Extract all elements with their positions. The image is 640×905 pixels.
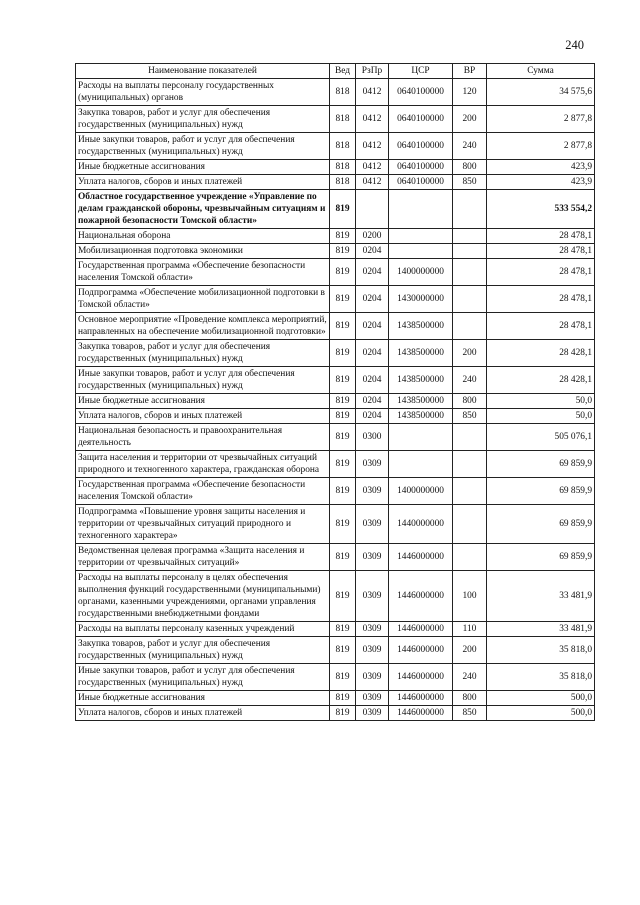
cell-csr: 1446000000 — [389, 622, 453, 637]
cell-vr: 240 — [453, 367, 487, 394]
cell-ved: 819 — [330, 340, 356, 367]
cell-ved: 818 — [330, 106, 356, 133]
header-name: Наименование показателей — [76, 64, 330, 79]
cell-vr — [453, 244, 487, 259]
cell-csr: 1446000000 — [389, 691, 453, 706]
cell-vr: 800 — [453, 160, 487, 175]
cell-vr: 110 — [453, 622, 487, 637]
cell-csr: 1430000000 — [389, 286, 453, 313]
cell-ved: 819 — [330, 394, 356, 409]
table-row — [76, 664, 595, 691]
cell-sum: 35 818,0 — [487, 637, 595, 664]
cell-rzpr: 0309 — [356, 571, 389, 622]
header-vr: ВР — [453, 64, 487, 79]
cell-vr: 240 — [453, 664, 487, 691]
cell-rzpr: 0204 — [356, 259, 389, 286]
cell-csr: 0640100000 — [389, 133, 453, 160]
cell-sum: 28 428,1 — [487, 367, 595, 394]
cell-vr: 100 — [453, 571, 487, 622]
cell-ved: 819 — [330, 571, 356, 622]
cell-sum: 533 554,2 — [487, 190, 595, 229]
cell-name: Подпрограмма «Повышение уровня защиты населения и территории от чрезвычайных ситуаций природного и техногенного характера» — [76, 505, 330, 544]
cell-rzpr: 0309 — [356, 691, 389, 706]
cell-csr: 1400000000 — [389, 259, 453, 286]
cell-name: Областное государственное учреждение «Управление по делам гражданской обороны, чрезвычайным ситуациям и пожарной безопасности Томской области» — [76, 190, 330, 229]
table-row — [76, 424, 595, 451]
cell-rzpr: 0204 — [356, 367, 389, 394]
header-ved: Вед — [330, 64, 356, 79]
cell-csr: 1446000000 — [389, 637, 453, 664]
cell-name: Уплата налогов, сборов и иных платежей — [76, 706, 330, 721]
table-header-row — [76, 64, 595, 79]
cell-sum: 50,0 — [487, 409, 595, 424]
cell-sum: 50,0 — [487, 394, 595, 409]
table-row — [76, 637, 595, 664]
cell-sum: 2 877,8 — [487, 133, 595, 160]
table-row — [76, 478, 595, 505]
cell-sum: 28 428,1 — [487, 340, 595, 367]
cell-name: Национальная оборона — [76, 229, 330, 244]
cell-sum: 33 481,9 — [487, 622, 595, 637]
cell-sum: 28 478,1 — [487, 313, 595, 340]
cell-vr: 200 — [453, 106, 487, 133]
cell-sum: 423,9 — [487, 175, 595, 190]
cell-ved: 818 — [330, 79, 356, 106]
cell-sum: 28 478,1 — [487, 259, 595, 286]
cell-name: Расходы на выплаты персоналу государственных (муниципальных) органов — [76, 79, 330, 106]
cell-csr — [389, 451, 453, 478]
header-rzpr: РзПр — [356, 64, 389, 79]
cell-ved: 819 — [330, 622, 356, 637]
table-row — [76, 79, 595, 106]
cell-vr — [453, 190, 487, 229]
cell-name: Уплата налогов, сборов и иных платежей — [76, 409, 330, 424]
cell-vr: 800 — [453, 691, 487, 706]
cell-sum: 500,0 — [487, 691, 595, 706]
cell-csr: 1438500000 — [389, 394, 453, 409]
cell-name: Подпрограмма «Обеспечение мобилизационной подготовки в Томской области» — [76, 286, 330, 313]
table-row — [76, 106, 595, 133]
cell-ved: 819 — [330, 706, 356, 721]
cell-ved: 819 — [330, 691, 356, 706]
cell-rzpr: 0309 — [356, 451, 389, 478]
cell-csr: 0640100000 — [389, 160, 453, 175]
cell-ved: 819 — [330, 244, 356, 259]
cell-name: Государственная программа «Обеспечение безопасности населения Томской области» — [76, 478, 330, 505]
cell-sum: 69 859,9 — [487, 451, 595, 478]
cell-csr — [389, 229, 453, 244]
table-row — [76, 244, 595, 259]
cell-csr: 1440000000 — [389, 505, 453, 544]
cell-rzpr: 0204 — [356, 244, 389, 259]
cell-ved: 819 — [330, 367, 356, 394]
cell-ved: 818 — [330, 175, 356, 190]
cell-rzpr: 0204 — [356, 394, 389, 409]
cell-ved: 819 — [330, 451, 356, 478]
table-row — [76, 160, 595, 175]
table-row — [76, 175, 595, 190]
cell-vr — [453, 229, 487, 244]
cell-name: Иные бюджетные ассигнования — [76, 691, 330, 706]
cell-rzpr: 0412 — [356, 175, 389, 190]
table-row — [76, 691, 595, 706]
cell-csr: 1400000000 — [389, 478, 453, 505]
cell-name: Иные закупки товаров, работ и услуг для обеспечения государственных (муниципальных) нужд — [76, 664, 330, 691]
cell-rzpr: 0309 — [356, 706, 389, 721]
cell-ved: 819 — [330, 229, 356, 244]
cell-ved: 819 — [330, 313, 356, 340]
cell-csr: 1446000000 — [389, 544, 453, 571]
cell-csr: 0640100000 — [389, 79, 453, 106]
cell-sum: 28 478,1 — [487, 229, 595, 244]
table-row — [76, 409, 595, 424]
cell-csr — [389, 190, 453, 229]
cell-sum: 69 859,9 — [487, 544, 595, 571]
table-row — [76, 394, 595, 409]
cell-rzpr: 0204 — [356, 313, 389, 340]
cell-vr: 850 — [453, 175, 487, 190]
cell-sum: 28 478,1 — [487, 286, 595, 313]
cell-sum: 505 076,1 — [487, 424, 595, 451]
cell-sum: 33 481,9 — [487, 571, 595, 622]
table-row — [76, 544, 595, 571]
cell-csr: 1446000000 — [389, 571, 453, 622]
cell-rzpr: 0309 — [356, 664, 389, 691]
cell-name: Иные закупки товаров, работ и услуг для обеспечения государственных (муниципальных) нужд — [76, 133, 330, 160]
cell-ved: 819 — [330, 544, 356, 571]
table-row — [76, 706, 595, 721]
cell-rzpr: 0412 — [356, 160, 389, 175]
cell-sum: 35 818,0 — [487, 664, 595, 691]
cell-ved: 819 — [330, 505, 356, 544]
cell-csr: 1446000000 — [389, 706, 453, 721]
cell-ved: 819 — [330, 259, 356, 286]
cell-name: Государственная программа «Обеспечение безопасности населения Томской области» — [76, 259, 330, 286]
table-row — [76, 190, 595, 229]
cell-rzpr: 0309 — [356, 505, 389, 544]
cell-name: Закупка товаров, работ и услуг для обеспечения государственных (муниципальных) нужд — [76, 340, 330, 367]
table-row — [76, 133, 595, 160]
table-body — [76, 79, 595, 721]
cell-csr: 1438500000 — [389, 367, 453, 394]
cell-name: Закупка товаров, работ и услуг для обеспечения государственных (муниципальных) нужд — [76, 637, 330, 664]
cell-sum: 69 859,9 — [487, 505, 595, 544]
cell-vr: 120 — [453, 79, 487, 106]
budget-table — [75, 63, 595, 721]
cell-sum: 34 575,6 — [487, 79, 595, 106]
cell-vr — [453, 451, 487, 478]
table-row — [76, 313, 595, 340]
table-row — [76, 259, 595, 286]
cell-vr: 240 — [453, 133, 487, 160]
table-row — [76, 505, 595, 544]
cell-ved: 818 — [330, 133, 356, 160]
cell-vr: 800 — [453, 394, 487, 409]
table-row — [76, 340, 595, 367]
cell-rzpr: 0412 — [356, 79, 389, 106]
header-csr: ЦСР — [389, 64, 453, 79]
cell-name: Закупка товаров, работ и услуг для обеспечения государственных (муниципальных) нужд — [76, 106, 330, 133]
cell-csr: 1438500000 — [389, 313, 453, 340]
cell-rzpr: 0204 — [356, 286, 389, 313]
cell-name: Расходы на выплаты персоналу казенных учреждений — [76, 622, 330, 637]
cell-vr — [453, 313, 487, 340]
table-row — [76, 286, 595, 313]
cell-sum: 28 478,1 — [487, 244, 595, 259]
cell-ved: 819 — [330, 286, 356, 313]
cell-ved: 818 — [330, 160, 356, 175]
cell-vr — [453, 286, 487, 313]
cell-rzpr: 0412 — [356, 133, 389, 160]
cell-name: Ведомственная целевая программа «Защита населения и территории от чрезвычайных ситуаций» — [76, 544, 330, 571]
cell-sum: 423,9 — [487, 160, 595, 175]
cell-name: Иные закупки товаров, работ и услуг для обеспечения государственных (муниципальных) нужд — [76, 367, 330, 394]
table-row — [76, 451, 595, 478]
cell-vr — [453, 505, 487, 544]
cell-name: Защита населения и территории от чрезвычайных ситуаций природного и техногенного характера, гражданская оборона — [76, 451, 330, 478]
cell-sum: 69 859,9 — [487, 478, 595, 505]
cell-name: Национальная безопасность и правоохранительная деятельность — [76, 424, 330, 451]
cell-rzpr: 0412 — [356, 106, 389, 133]
cell-name: Иные бюджетные ассигнования — [76, 394, 330, 409]
cell-ved: 819 — [330, 409, 356, 424]
cell-ved: 819 — [330, 190, 356, 229]
table-row — [76, 571, 595, 622]
header-sum: Сумма — [487, 64, 595, 79]
cell-csr: 1438500000 — [389, 340, 453, 367]
cell-csr — [389, 424, 453, 451]
cell-vr — [453, 478, 487, 505]
cell-csr: 1438500000 — [389, 409, 453, 424]
cell-rzpr: 0300 — [356, 424, 389, 451]
cell-csr: 0640100000 — [389, 175, 453, 190]
table-row — [76, 367, 595, 394]
cell-vr: 850 — [453, 409, 487, 424]
cell-csr — [389, 244, 453, 259]
cell-name: Мобилизационная подготовка экономики — [76, 244, 330, 259]
cell-rzpr: 0309 — [356, 637, 389, 664]
cell-rzpr: 0309 — [356, 544, 389, 571]
cell-ved: 819 — [330, 424, 356, 451]
cell-vr: 200 — [453, 340, 487, 367]
cell-rzpr: 0309 — [356, 478, 389, 505]
cell-vr: 850 — [453, 706, 487, 721]
cell-csr: 0640100000 — [389, 106, 453, 133]
cell-name: Иные бюджетные ассигнования — [76, 160, 330, 175]
page-number: 240 — [565, 38, 584, 52]
cell-sum: 500,0 — [487, 706, 595, 721]
cell-rzpr: 0204 — [356, 340, 389, 367]
cell-name: Расходы на выплаты персоналу в целях обеспечения выполнения функций государственными (муниципальными) органами, казенными учреждениями, органами управления государственными внебюджетными фондами — [76, 571, 330, 622]
cell-ved: 819 — [330, 637, 356, 664]
cell-csr: 1446000000 — [389, 664, 453, 691]
cell-rzpr: 0204 — [356, 409, 389, 424]
cell-ved: 819 — [330, 664, 356, 691]
table-row — [76, 622, 595, 637]
cell-vr — [453, 424, 487, 451]
cell-sum: 2 877,8 — [487, 106, 595, 133]
cell-vr — [453, 544, 487, 571]
cell-vr: 200 — [453, 637, 487, 664]
table-row — [76, 229, 595, 244]
cell-vr — [453, 259, 487, 286]
cell-name: Уплата налогов, сборов и иных платежей — [76, 175, 330, 190]
cell-rzpr: 0200 — [356, 229, 389, 244]
cell-rzpr — [356, 190, 389, 229]
cell-ved: 819 — [330, 478, 356, 505]
cell-name: Основное мероприятие «Проведение комплекса мероприятий, направленных на обеспечение мобилизационной подготовки» — [76, 313, 330, 340]
cell-rzpr: 0309 — [356, 622, 389, 637]
